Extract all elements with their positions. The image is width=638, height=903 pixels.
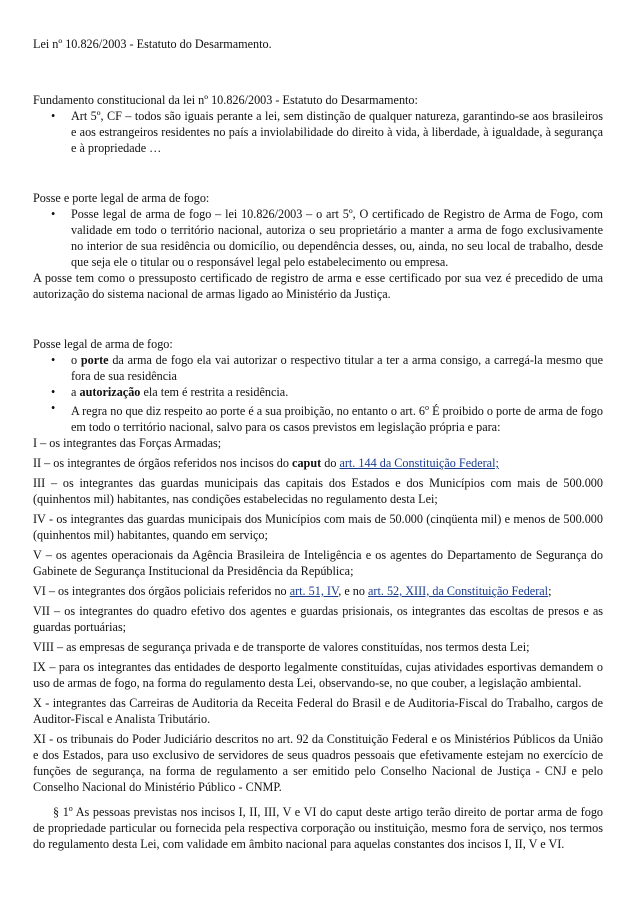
text: da arma de fogo ela vai autorizar o respectivo titular a ter a arma consigo, a carregá-la mesmo que fora de sua residência	[71, 353, 603, 383]
bullet-list-fundamento	[33, 108, 603, 156]
superscript-o: o	[68, 804, 73, 813]
text: a	[71, 385, 80, 399]
document-title: Lei nº 10.826/2003 - Estatuto do Desarmamento.	[33, 37, 272, 51]
inciso-ii	[33, 455, 603, 471]
list-item: • Posse legal de arma de fogo – lei 10.826/2003 – o art 5º, O certificado de Registro de Arma de Fogo, com validade em todo o território nacional, autoriza o seu proprietário a manter a arma de fogo exclusivamente no interior de sua residência ou domicílio, ou dependência desses, ou, ainda, no seu local de trabalho, desde que seja ele o titular ou o responsável legal pelo estabelecimento ou empresa.	[33, 206, 603, 270]
bullet-list-posse-legal	[33, 352, 603, 435]
text: É proibido o porte de arma de fogo em todo o território nacional, salvo para os casos previstos em legislação própria e para:	[71, 404, 603, 434]
inciso-viii: VIII – as empresas de segurança privada e de transporte de valores constituídas, nos termos desta Lei;	[33, 640, 530, 654]
list-item-autorizacao	[33, 384, 603, 400]
superscript-o: o	[425, 403, 430, 412]
link-art-51[interactable]: art. 51, IV	[289, 584, 339, 598]
list-item: • Art 5º, CF – todos são iguais perante a lei, sem distinção de qualquer natureza, garantindo-se aos brasileiros e aos estrangeiros residentes no país a inviolabilidade do direito à vida, à liberdade, à igualdade, à segurança e à propriedade …	[33, 108, 603, 156]
bold-term-porte: porte	[80, 353, 109, 367]
link-art-52[interactable]: art. 52, XIII, da Constituição Federal	[368, 584, 549, 598]
text: § 1	[53, 805, 69, 819]
inciso-iii: III – os integrantes das guardas municipais das capitais dos Estados e dos Municípios com mais de 500.000 (quinhentos mil) habitantes, nas condições estabelecidas no regulamento desta Lei;	[33, 476, 603, 506]
link-art-144[interactable]: art. 144 da Constituição Federal;	[339, 456, 499, 470]
text: o	[71, 353, 81, 367]
inciso-iv: IV - os integrantes das guardas municipais dos Municípios com mais de 50.000 (cinqüenta mil) e menos de 500.000 (quinhentos mil) habitantes, quando em serviço;	[33, 512, 603, 542]
inciso-vi	[33, 583, 603, 599]
paragraph-1	[33, 801, 603, 852]
list-item-porte	[33, 352, 603, 384]
bullet-list-posse-porte	[33, 206, 603, 270]
paragraph-posse-pressuposto: A posse tem como o pressuposto certificado de registro de arma e esse certificado por sua vez é precedido de uma autorização do sistema nacional de armas ligado ao Ministério da Justiça.	[33, 271, 603, 301]
text: VI – os integrantes dos órgãos policiais referidos no	[33, 584, 290, 598]
section-heading-posse-porte: Posse e porte legal de arma de fogo:	[33, 191, 210, 205]
text: II – os integrantes de órgãos referidos nos incisos do	[33, 456, 293, 470]
text: As pessoas previstas nos incisos I, II, III, V e VI do caput deste artigo terão direito de portar arma de fogo de propriedade particular ou fornecida pela respectiva corporação ou instituição, mesmo fora de serviço, nos termos do regulamento desta Lei, com validade em âmbito nacional para aquelas constantes dos incisos I, II, V e VI.	[33, 805, 604, 851]
inciso-ix: IX – para os integrantes das entidades de desporto legalmente constituídas, cujas atividades esportivas demandem o uso de armas de fogo, na forma do regulamento desta Lei, observando-se, no que couber, a legislação ambiental.	[33, 660, 603, 690]
text: A regra no que diz respeito ao porte é a sua proibição, no entanto o art. 6	[71, 404, 426, 418]
bold-term-autorizacao: autorização	[79, 385, 141, 399]
section-heading-posse-legal: Posse legal de arma de fogo:	[33, 337, 173, 351]
list-item-regra	[33, 400, 603, 435]
inciso-i: I – os integrantes das Forças Armadas;	[33, 436, 222, 450]
bold-term-caput: caput	[292, 456, 322, 470]
text: do	[321, 456, 340, 470]
inciso-xi: XI - os tribunais do Poder Judiciário descritos no art. 92 da Constituição Federal e os Ministérios Públicos da União e dos Estados, para uso exclusivo de servidores de seus quadros pessoais que efetivamente estejam no exercício de funções de segurança, na forma de regulamento a ser emitido pelo Conselho Nacional de Justiça - CNJ e pelo Conselho Nacional do Ministério Público - CNMP.	[33, 732, 603, 794]
text: ;	[548, 584, 552, 598]
section-heading-fundamento: Fundamento constitucional da lei nº 10.826/2003 - Estatuto do Desarmamento:	[33, 93, 418, 107]
inciso-vii: VII – os integrantes do quadro efetivo dos agentes e guardas prisionais, os integrantes das escoltas de presos e as guardas portuárias;	[33, 604, 603, 634]
text: , e no	[338, 584, 369, 598]
inciso-x: X - integrantes das Carreiras de Auditoria da Receita Federal do Brasil e de Auditoria-Fiscal do Trabalho, cargos de Auditor-Fiscal e Analista Tributário.	[33, 696, 603, 726]
inciso-v: V – os agentes operacionais da Agência Brasileira de Inteligência e os agentes do Departamento de Segurança do Gabinete de Segurança Institucional da Presidência da República;	[33, 548, 603, 578]
text: ela tem é restrita a residência.	[140, 385, 289, 399]
